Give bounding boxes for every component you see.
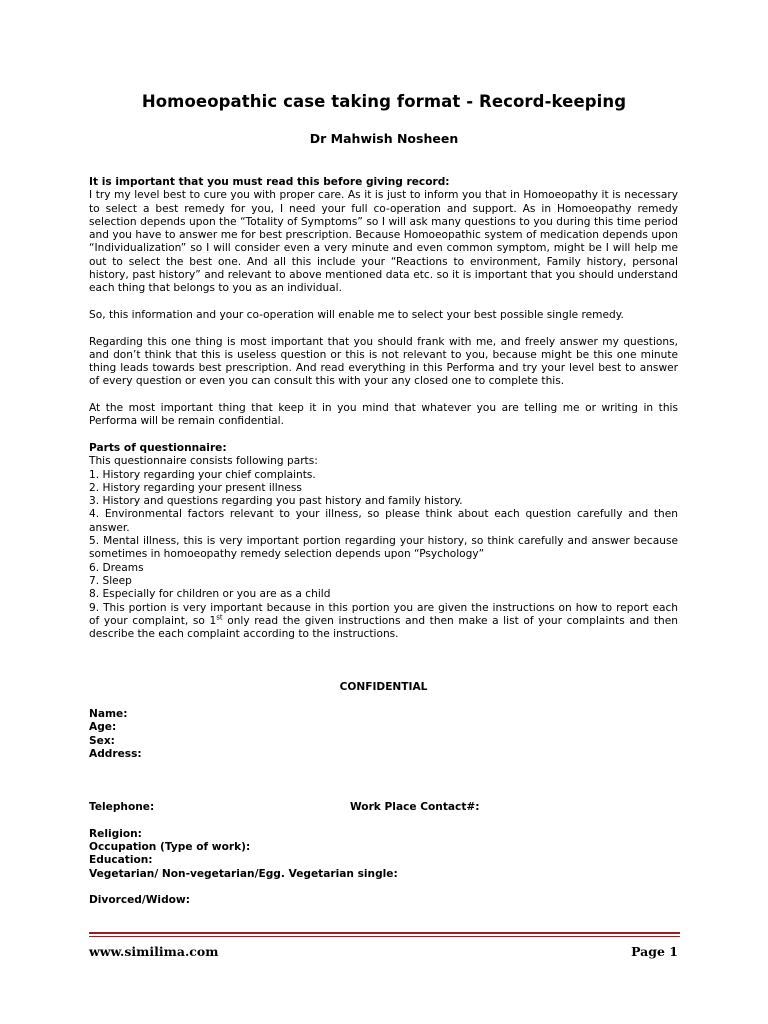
footer-page-number: Page 1 <box>631 944 678 959</box>
list-item <box>89 602 678 642</box>
marital-field-label: Divorced/Widow: <box>89 894 190 907</box>
age-field-label: Age: <box>89 721 117 734</box>
list-item: 6. Dreams <box>89 561 144 574</box>
list-item: 7. Sleep <box>89 574 132 587</box>
item9-superscript: st <box>216 613 223 622</box>
list-item: 8. Especially for children or you are as a child <box>89 588 331 601</box>
parts-intro: This questionnaire consists following parts: <box>89 455 318 468</box>
list-item: 5. Mental illness, this is very important portion regarding your history, so think carefully and answer because sometimes in homoeopathy remedy selection depends upon “Psychology” <box>89 535 678 561</box>
list-item: 3. History and questions regarding you past history and family history. <box>89 495 463 508</box>
confidential-heading: CONFIDENTIAL <box>339 681 428 694</box>
list-item: 1. History regarding your chief complaints. <box>89 468 316 481</box>
parts-list <box>89 469 678 642</box>
name-field-label: Name: <box>89 707 128 720</box>
list-item: 2. History regarding your present illness <box>89 481 302 494</box>
document-body <box>89 176 678 908</box>
item9-text-a: 9. This portion is very important because in this portion you are given the instructions on how to report each of your complaint, so 1 <box>89 601 678 627</box>
intro-paragraph-1: I try my level best to cure you with proper care. As it is just to inform you that in Homoeopathy it is necessary to select a best remedy for you, I need your full co-operation and support. As in Homoeopathy remedy selection depends upon the “Totality of Symptoms” so I will ask many questions to you during this time period and you have to answer me for best prescription. Because Homoeopathic system of medication depends upon “Individualization” so I will consider even a very minute and even common symptom, might be I will help me out to select the best one. And all this include your “Reactions to environment, Family history, personal history, past history” and relevant to above mentioned data etc. so it is important that you should understand each thing that belongs to you as an individual. <box>89 189 678 295</box>
document-title: Homoeopathic case taking format - Record-keeping <box>141 92 627 111</box>
contact-row <box>89 801 678 814</box>
footer-rule-thick <box>89 932 680 934</box>
address-field-label: Address: <box>89 747 142 760</box>
occupation-field-label: Occupation (Type of work): <box>89 841 251 854</box>
intro-paragraph-4: At the most important thing that keep it in you mind that whatever you are telling me or writing in this Performa will be remain confidential. <box>89 402 678 428</box>
footer-rule-thin <box>89 936 680 937</box>
education-field-label: Education: <box>89 854 153 867</box>
telephone-field-label: Telephone: <box>89 801 155 814</box>
religion-field-label: Religion: <box>89 827 142 840</box>
document-author: Dr Mahwish Nosheen <box>309 131 459 146</box>
item9-text-b: only read the given instructions and then make a list of your complaints and then describe the each complaint according to the instructions. <box>89 614 678 641</box>
intro-heading: It is important that you must read this before giving record: <box>89 176 450 188</box>
parts-heading: Parts of questionnaire: <box>89 441 227 454</box>
intro-paragraph-3: Regarding this one thing is most important that you should frank with me, and freely answer my questions, and don’t think that this is useless question or this is not relevant to you, because might be this one minute thing leads towards best prescription. And read everything in this Performa and try your level best to answer of every question or even you can consult this with your any closed one to complete this. <box>89 335 678 388</box>
list-item: 4. Environmental factors relevant to your illness, so please think about each question carefully and then answer. <box>89 508 678 534</box>
patient-form <box>89 708 678 908</box>
intro-paragraph-2: So, this information and your co-operation will enable me to select your best possible single remedy. <box>89 308 624 321</box>
sex-field-label: Sex: <box>89 734 115 747</box>
diet-field-label: Vegetarian/ Non-vegetarian/Egg. Vegetarian single: <box>89 867 398 880</box>
work-contact-field-label: Work Place Contact#: <box>350 801 480 814</box>
footer-website-link[interactable]: www.similima.com <box>89 944 219 959</box>
